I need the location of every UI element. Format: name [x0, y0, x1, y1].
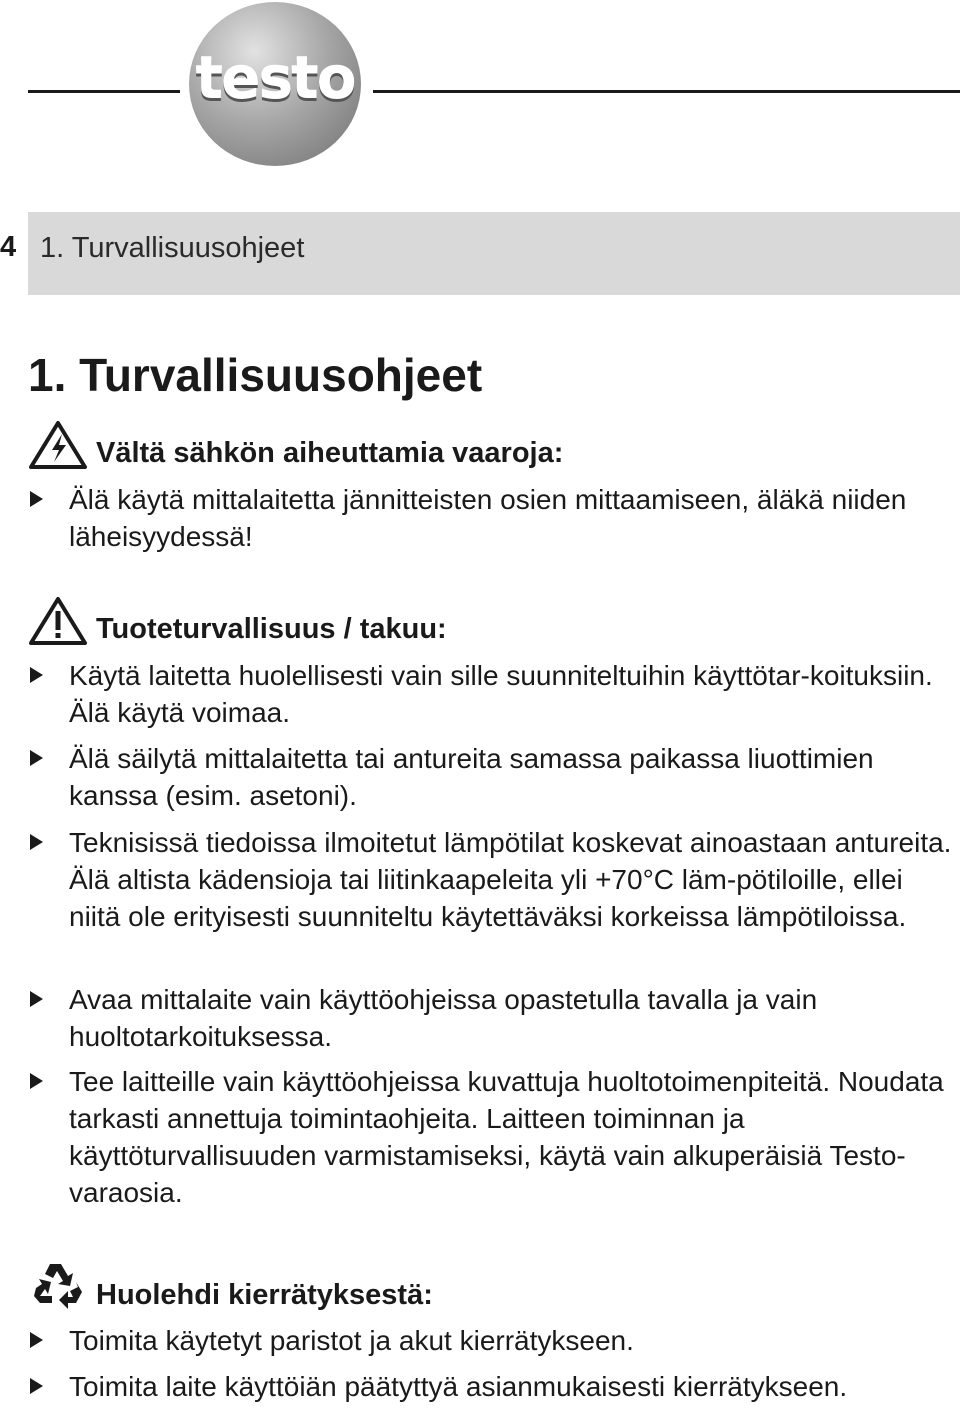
list-item-text: Käytä laitetta huolellisesti vain sille suunniteltuihin käyttötar-koituksiin. Älä käytä voimaa.	[69, 660, 933, 728]
list-item-text: Avaa mittalaite vain käyttöohjeissa opastetulla tavalla ja vain huoltotarkoituksessa.	[69, 984, 818, 1052]
list-item	[30, 981, 955, 1055]
bullet-triangle-icon	[30, 750, 43, 766]
bullet-triangle-icon	[30, 491, 43, 507]
list-item-text: Toimita laite käyttöiän päätyttyä asianmukaisesti kierrätykseen.	[69, 1371, 848, 1402]
warning-exclamation-icon	[28, 596, 88, 646]
page-title: 1. Turvallisuusohjeet	[28, 349, 483, 401]
list-item-text: Älä käytä mittalaitetta jännitteisten osien mittaamiseen, äläkä niiden läheisyydessä!	[69, 484, 907, 552]
list-item	[30, 481, 955, 555]
list-item	[30, 657, 955, 731]
list-item	[30, 1063, 955, 1211]
list-item-text: Teknisissä tiedoissa ilmoitetut lämpötilat koskevat ainoastaan antureita. Älä altista kädensioja tai liitinkaapeleita yli +70°C läm-pötiloille, ellei niitä ole erityisesti suunniteltu käytettäväksi korkeissa lämpötiloissa.	[69, 827, 952, 932]
section-title: Tuoteturvallisuus / takuu:	[96, 613, 447, 645]
list-item	[30, 740, 955, 814]
top-rule-right	[373, 90, 960, 93]
page-number: 4	[0, 231, 17, 263]
list-item	[30, 1368, 955, 1405]
running-header-label: 1. Turvallisuusohjeet	[40, 232, 305, 264]
section-electrical-hazards	[28, 420, 563, 470]
recycle-icon	[28, 1258, 88, 1312]
list-item-text: Toimita käytetyt paristot ja akut kierrätykseen.	[69, 1325, 634, 1356]
section-product-safety	[28, 596, 447, 646]
bullet-triangle-icon	[30, 1073, 43, 1089]
logo-text: testo	[195, 44, 355, 112]
list-item	[30, 1322, 955, 1359]
section-recycling	[28, 1258, 433, 1312]
list-item	[30, 824, 955, 935]
running-header	[28, 212, 960, 295]
bullet-triangle-icon	[30, 667, 43, 683]
top-rule-left	[28, 90, 180, 93]
section-title: Vältä sähkön aiheuttamia vaaroja:	[96, 437, 564, 469]
section-title: Huolehdi kierrätyksestä:	[96, 1279, 433, 1311]
bullet-triangle-icon	[30, 1332, 43, 1348]
list-item-text: Tee laitteille vain käyttöohjeissa kuvattuja huoltotoimenpiteitä. Noudata tarkasti annettuja toimintaohjeita. Laitteen toiminnan ja käyttöturvallisuuden varmistamiseksi, käytä vain alkuperäisiä Testo-varaosia.	[69, 1066, 944, 1208]
list-item-text: Älä säilytä mittalaitetta tai antureita samassa paikassa liuottimien kanssa (esim. asetoni).	[69, 743, 874, 811]
bullet-triangle-icon	[30, 834, 43, 850]
testo-logo	[189, 2, 361, 166]
bullet-triangle-icon	[30, 1378, 43, 1394]
bullet-triangle-icon	[30, 991, 43, 1007]
warning-lightning-icon	[28, 420, 88, 470]
